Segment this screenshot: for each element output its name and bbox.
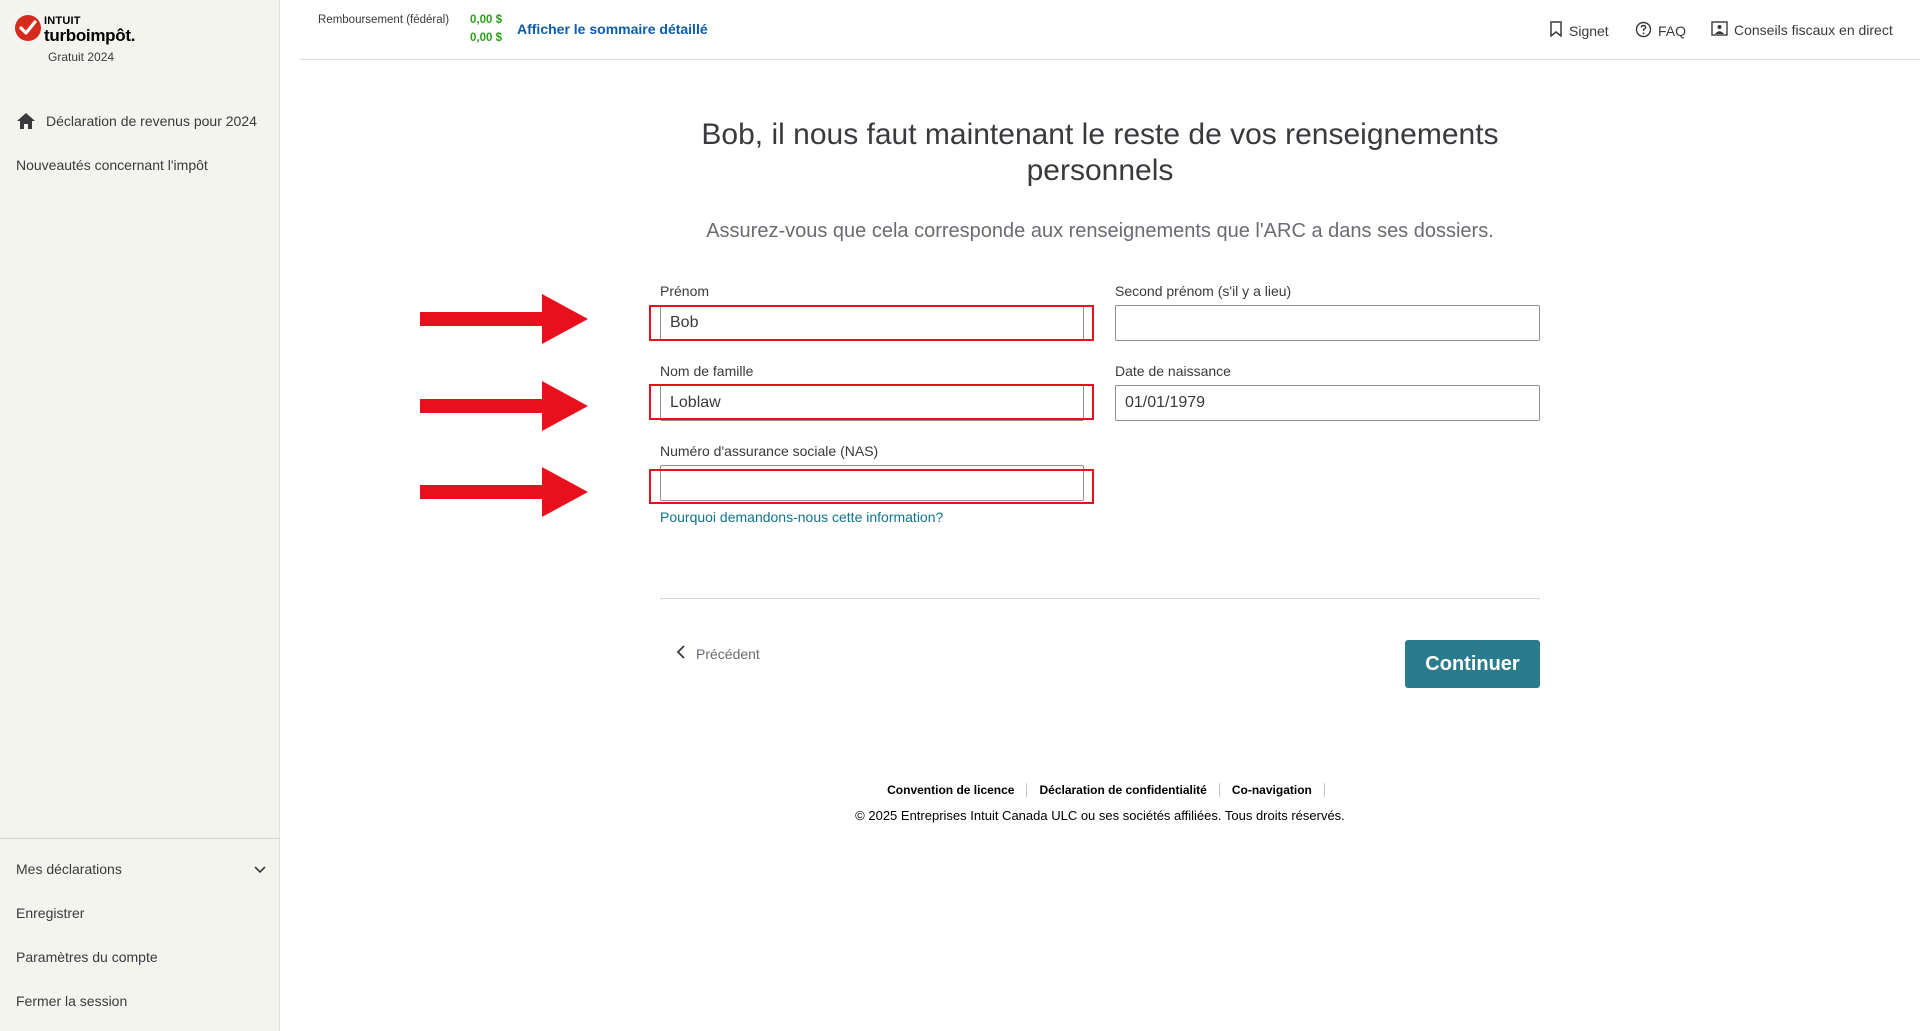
sidebar-item-my-returns[interactable] (0, 849, 280, 889)
annotation-box-last-name (649, 384, 1094, 420)
birth-date-label: Date de naissance (1115, 363, 1231, 379)
red-arrow-icon (420, 467, 590, 517)
co-browsing-link[interactable]: Co-navigation (1220, 783, 1325, 797)
top-header (300, 0, 1920, 60)
chevron-down-icon (252, 861, 268, 880)
bookmark-label: Signet (1569, 22, 1609, 39)
middle-name-input[interactable] (1115, 305, 1540, 341)
logo-intuit-text: INTUIT (44, 15, 81, 27)
why-we-ask-link[interactable]: Pourquoi demandons-nous cette information? (660, 509, 944, 525)
detailed-summary-link[interactable]: Afficher le sommaire détaillé (517, 21, 708, 37)
sidebar-item-tax-return[interactable] (0, 101, 280, 141)
form-divider (660, 598, 1540, 599)
privacy-statement-link[interactable]: Déclaration de confidentialité (1027, 783, 1219, 797)
refund-label: Remboursement (fédéral) (318, 14, 450, 26)
sidebar-item-label: Fermer la session (16, 993, 128, 1009)
sidebar-item-save[interactable] (0, 893, 280, 933)
page-title: Bob, il nous faut maintenant le reste de vos renseignements personnels (701, 118, 1499, 187)
red-arrow-icon (420, 381, 590, 431)
first-name-label: Prénom (660, 283, 710, 299)
logo-product-text: turboimpôt. (44, 26, 136, 45)
page-subtitle: Assurez-vous que cela corresponde aux renseignements que l'ARC a dans ses dossiers. (706, 220, 1494, 242)
sin-label: Numéro d'assurance sociale (NAS) (660, 443, 879, 459)
bookmark-link[interactable] (1549, 21, 1609, 40)
birth-date-input[interactable] (1115, 385, 1540, 421)
back-button[interactable] (676, 644, 760, 663)
faq-link[interactable] (1635, 21, 1686, 41)
sidebar-item-label: Paramètres du compte (16, 949, 158, 965)
sidebar-item-label: Nouveautés concernant l'impôt (16, 157, 208, 173)
red-arrow-icon (420, 294, 590, 344)
home-icon (16, 111, 36, 131)
refund-value-provincial: 0,00 $ (470, 32, 502, 44)
live-tax-advice-link[interactable] (1711, 21, 1893, 39)
sidebar-divider (0, 838, 280, 839)
faq-label: FAQ (1658, 23, 1687, 39)
checkmark-logo-icon (15, 15, 41, 41)
turboimpot-logo[interactable] (15, 14, 135, 64)
annotation-box-sin (649, 469, 1094, 504)
middle-name-label: Second prénom (s'il y a lieu) (1115, 283, 1292, 299)
refund-value-federal: 0,00 $ (470, 14, 502, 26)
back-button-label: Précédent (696, 645, 760, 662)
sidebar-item-whats-new[interactable] (0, 145, 280, 185)
sidebar-item-label: Mes déclarations (16, 861, 122, 877)
sidebar-item-account-settings[interactable] (0, 937, 280, 977)
sidebar-item-sign-out[interactable] (0, 981, 280, 1021)
live-tax-advice-label: Conseils fiscaux en direct (1734, 22, 1893, 38)
last-name-label: Nom de famille (660, 363, 754, 379)
bookmark-icon (1549, 21, 1569, 40)
continue-button[interactable]: Continuer (1405, 640, 1540, 688)
image-icon (1711, 21, 1734, 39)
sidebar-item-label: Déclaration de revenus pour 2024 (46, 113, 257, 129)
sidebar-item-label: Enregistrer (16, 905, 85, 921)
footer-links (860, 783, 1340, 797)
chevron-left-icon (676, 644, 696, 663)
question-circle-icon (1635, 21, 1658, 41)
license-agreement-link[interactable]: Convention de licence (875, 783, 1027, 797)
copyright-text: © 2025 Entreprises Intuit Canada ULC ou ses sociétés affiliées. Tous droits réservés. (855, 808, 1345, 823)
sidebar (0, 0, 280, 1031)
annotation-box-first-name (649, 305, 1094, 341)
logo-edition-text: Gratuit 2024 (48, 50, 115, 64)
